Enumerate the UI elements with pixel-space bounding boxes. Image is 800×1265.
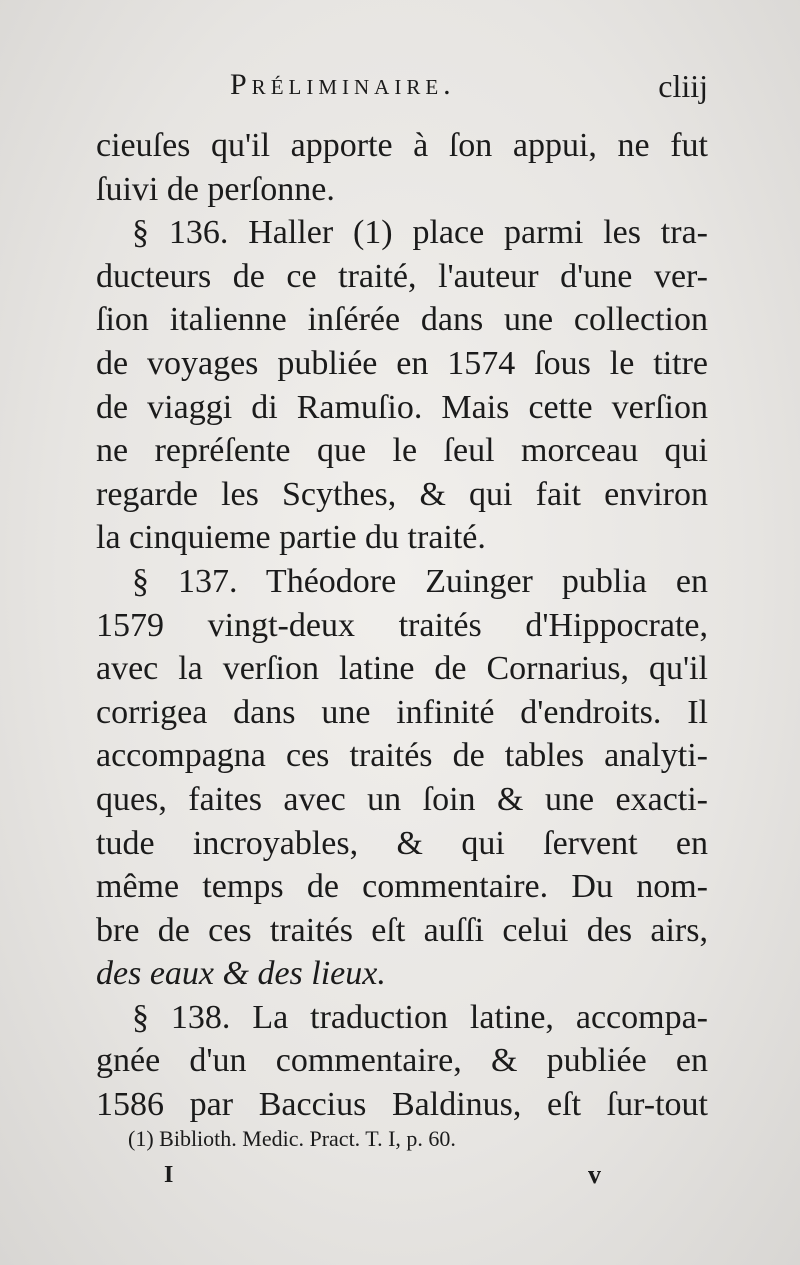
text-line: 1586 par Baccius Baldinus, eſt ſur-tout [96, 1086, 708, 1124]
text-line: ne repréſente que le ſeul morceau qui [96, 432, 708, 470]
text-line: ſion italienne inſérée dans une collection [96, 301, 708, 339]
body-text [96, 124, 708, 1127]
text-line: § 136. Haller (1) place parmi les tra- [132, 214, 708, 252]
signature-mark-left: I [164, 1162, 174, 1188]
footnote: (1) Biblioth. Medic. Pract. T. I, p. 60. [128, 1126, 456, 1151]
text-line: ſuivi de perſonne. [96, 170, 335, 208]
page-number: cliij [658, 68, 708, 104]
text-line: bre de ces traités eſt auſſi celui des airs, [96, 911, 708, 949]
signature-mark-right: v [588, 1160, 601, 1189]
text-line: même temps de commentaire. Du nom- [96, 868, 708, 906]
text-line: avec la verſion latine de Cornarius, qu'il [96, 650, 708, 688]
text-line: ducteurs de ce traité, l'auteur d'une ver- [96, 257, 708, 295]
page-header [96, 64, 708, 114]
text-line: 1579 vingt-deux traités d'Hippocrate, [96, 606, 708, 644]
text-line: ques, faites avec un ſoin & une exacti- [96, 780, 708, 818]
text-line: gnée d'un commentaire, & publiée en [96, 1042, 708, 1080]
text-line: corrigea dans une infinité d'endroits. Il [96, 693, 708, 731]
text-line: accompagna ces traités de tables analyti- [96, 737, 708, 775]
text-line: § 138. La traduction latine, accompa- [132, 998, 708, 1036]
text-line: regarde les Scythes, & qui fait environ [96, 475, 708, 513]
text-line: § 137. Théodore Zuinger publia en [132, 562, 708, 600]
text-line: tude incroyables, & qui ſervent en [96, 824, 708, 862]
text-line: la cinquieme partie du traité. [96, 519, 486, 557]
text-line: des eaux & des lieux. [96, 955, 386, 993]
text-line: de voyages publiée en 1574 ſous le titre [96, 344, 708, 382]
text-line: cieuſes qu'il apporte à ſon appui, ne fut [96, 127, 708, 164]
running-title: Préliminaire. [230, 68, 456, 101]
text-line: de viaggi di Ramuſio. Mais cette verſion [96, 388, 708, 426]
